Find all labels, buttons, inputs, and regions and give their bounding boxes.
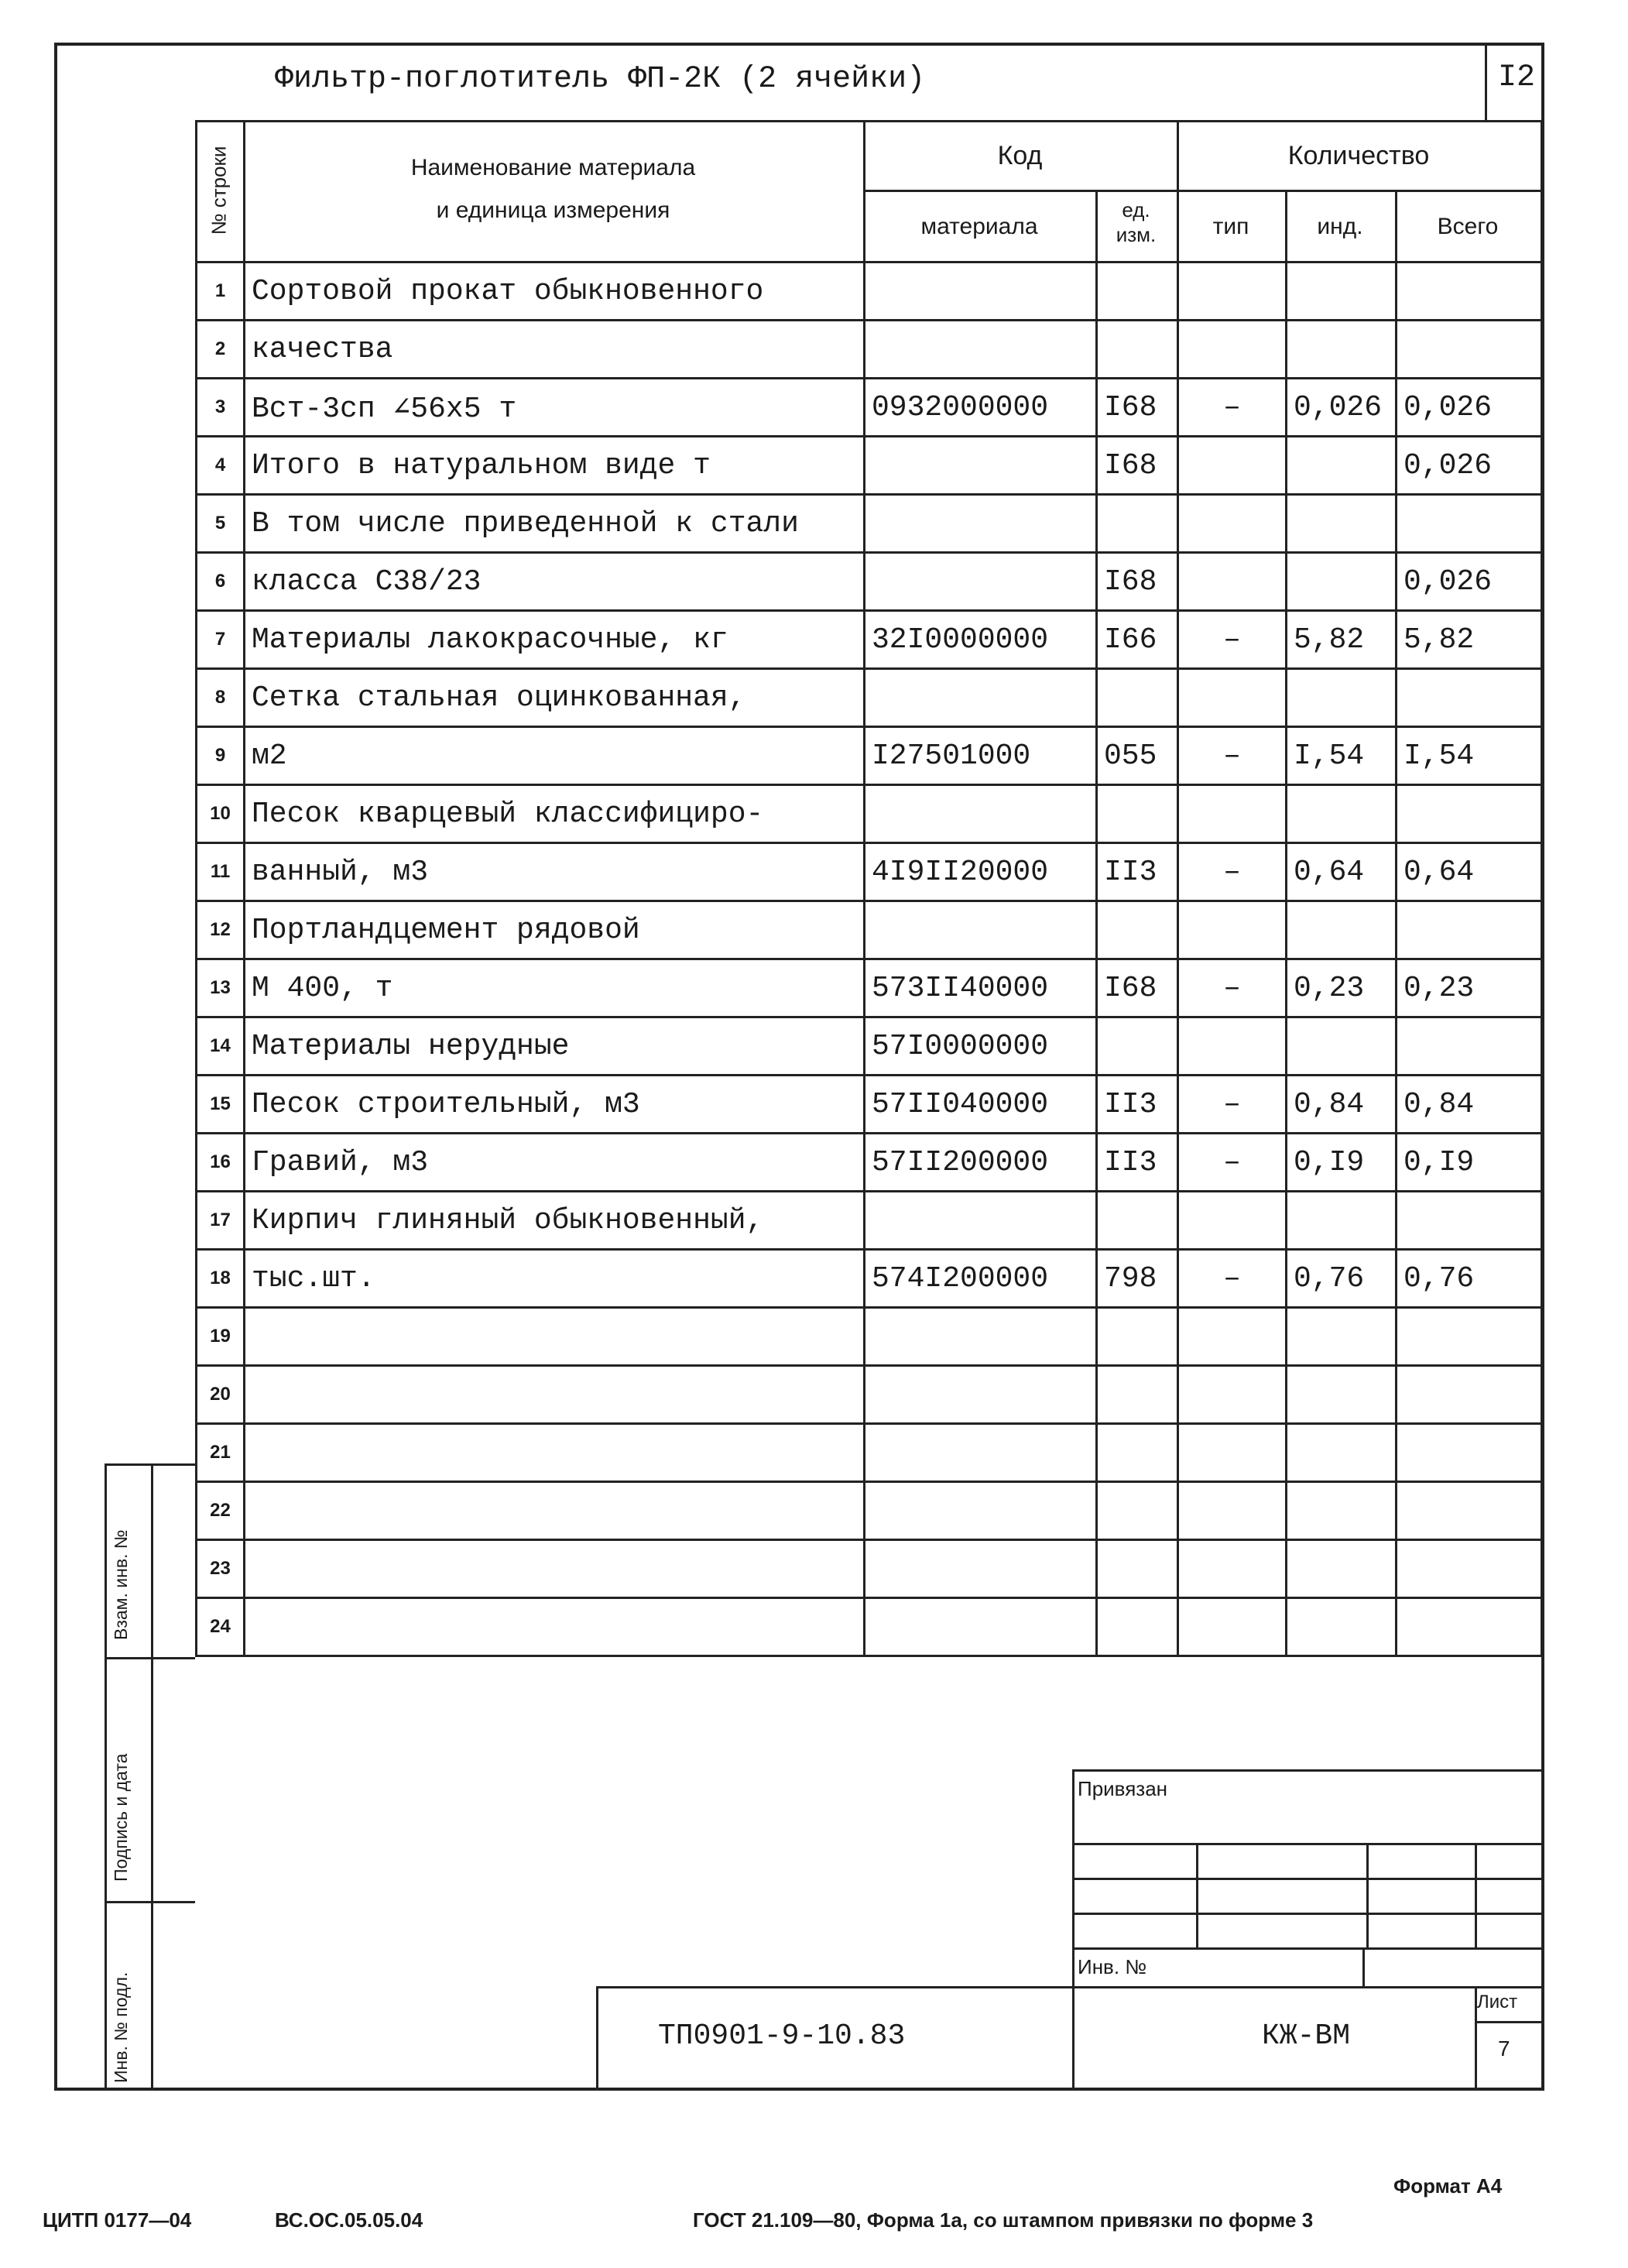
- material-name-cell: ванный, м3: [245, 843, 865, 901]
- table-row: [197, 553, 1542, 611]
- material-name-cell: Кирпич глиняный обыкновенный,: [245, 1192, 865, 1250]
- side-podpis-label: Подпись и дата: [111, 1753, 131, 1882]
- qty-ind-cell: [1287, 1366, 1397, 1424]
- header-mid-border: [863, 190, 1542, 192]
- table-row: [197, 1598, 1542, 1656]
- qty-ind-cell: [1287, 901, 1397, 959]
- material-code-cell: [865, 1540, 1097, 1598]
- qty-ind-cell: [1287, 669, 1397, 727]
- row-number-cell: 24: [197, 1598, 245, 1656]
- side-stamp-top-line: [105, 1463, 195, 1466]
- material-code-cell: [865, 1366, 1097, 1424]
- qty-total-cell: [1397, 1424, 1542, 1482]
- material-code-cell: [865, 1192, 1097, 1250]
- unit-code-cell: 055: [1097, 727, 1178, 785]
- qty-type-cell: –: [1178, 959, 1287, 1017]
- table-row: [197, 1308, 1542, 1366]
- material-name-cell: качества: [245, 321, 865, 379]
- qty-total-cell: [1397, 785, 1542, 843]
- qty-type-cell: [1178, 669, 1287, 727]
- unit-code-cell: [1097, 1424, 1178, 1482]
- material-code-cell: [865, 321, 1097, 379]
- qty-type-cell: [1178, 553, 1287, 611]
- qty-type-cell: [1178, 1366, 1287, 1424]
- qty-total-header: Всего: [1437, 214, 1499, 239]
- qty-ind-cell: [1287, 262, 1397, 321]
- code-group-header: Код: [997, 141, 1043, 170]
- unit-code-cell: [1097, 669, 1178, 727]
- material-name-cell: Гравий, м3: [245, 1134, 865, 1192]
- qty-total-cell: [1397, 1540, 1542, 1598]
- material-code-cell: [865, 262, 1097, 321]
- material-name-cell: М 400, т: [245, 959, 865, 1017]
- material-name-cell: Песок строительный, м3: [245, 1076, 865, 1134]
- side-stamp-mid-line: [151, 1463, 153, 2091]
- qty-total-cell: [1397, 1017, 1542, 1076]
- unit-code-cell: I68: [1097, 959, 1178, 1017]
- sheet-number: I2: [1498, 60, 1536, 95]
- stamp-line-4: [1072, 1947, 1542, 1950]
- material-code-cell: [865, 1308, 1097, 1366]
- row-number-cell: 7: [197, 611, 245, 669]
- material-code-cell: 573II40000: [865, 959, 1097, 1017]
- qty-type-cell: [1178, 1308, 1287, 1366]
- table-row: [197, 1017, 1542, 1076]
- footer-left-2: ВС.ОС.05.05.04: [275, 2208, 423, 2232]
- material-code-cell: 0932000000: [865, 379, 1097, 437]
- row-number-cell: 4: [197, 437, 245, 495]
- titleblock-mark: КЖ-ВМ: [1262, 2019, 1351, 2053]
- titleblock-list-label: Лист: [1477, 1992, 1518, 2012]
- unit-code-cell: II3: [1097, 1076, 1178, 1134]
- qty-type-cell: [1178, 901, 1287, 959]
- materials-table: [195, 261, 1543, 1657]
- unit-code-cell: II3: [1097, 843, 1178, 901]
- table-row: [197, 1540, 1542, 1598]
- table-row: [197, 669, 1542, 727]
- qty-type-cell: [1178, 1017, 1287, 1076]
- unit-code-cell: [1097, 1482, 1178, 1540]
- titleblock-doc-code: ТП0901-9-10.83: [658, 2019, 906, 2053]
- row-number-cell: 8: [197, 669, 245, 727]
- table-row: [197, 1250, 1542, 1308]
- material-name-cell: Песок кварцевый классифициро-: [245, 785, 865, 843]
- qty-ind-cell: [1287, 437, 1397, 495]
- material-code-cell: 4I9II20000: [865, 843, 1097, 901]
- qty-total-cell: 0,23: [1397, 959, 1542, 1017]
- qty-group-header: Количество: [1287, 141, 1430, 170]
- qty-ind-cell: [1287, 553, 1397, 611]
- row-number-cell: 5: [197, 495, 245, 553]
- material-name-cell: [245, 1540, 865, 1598]
- qty-total-cell: [1397, 1482, 1542, 1540]
- side-vzam-label: Взам. инв. №: [111, 1529, 131, 1640]
- row-number-cell: 9: [197, 727, 245, 785]
- unit-code-cell: [1097, 1192, 1178, 1250]
- qty-type-cell: [1178, 262, 1287, 321]
- code-unit-header-line1: ед.: [1122, 198, 1150, 221]
- table-row: [197, 727, 1542, 785]
- material-code-cell: [865, 437, 1097, 495]
- unit-code-cell: [1097, 1540, 1178, 1598]
- qty-ind-cell: [1287, 1540, 1397, 1598]
- table-row: [197, 321, 1542, 379]
- table-row: [197, 843, 1542, 901]
- table-row: [197, 495, 1542, 553]
- material-code-cell: [865, 669, 1097, 727]
- qty-ind-cell: 0,23: [1287, 959, 1397, 1017]
- footer-format: Формат А4: [1393, 2174, 1503, 2198]
- qty-total-cell: 0,I9: [1397, 1134, 1542, 1192]
- row-number-cell: 2: [197, 321, 245, 379]
- qty-type-cell: –: [1178, 379, 1287, 437]
- material-code-cell: I27501000: [865, 727, 1097, 785]
- qty-total-cell: 0,64: [1397, 843, 1542, 901]
- qty-total-cell: 0,026: [1397, 437, 1542, 495]
- qty-type-cell: –: [1178, 1250, 1287, 1308]
- code-unit-header-line2: изм.: [1116, 223, 1157, 246]
- qty-type-cell: [1178, 1540, 1287, 1598]
- table-row: [197, 785, 1542, 843]
- qty-ind-cell: 5,82: [1287, 611, 1397, 669]
- name-header-line2: и единица измерения: [436, 197, 670, 223]
- material-name-cell: [245, 1482, 865, 1540]
- qty-type-cell: [1178, 1482, 1287, 1540]
- table-row: [197, 959, 1542, 1017]
- qty-ind-cell: 0,026: [1287, 379, 1397, 437]
- stamp-inv-divider: [1362, 1947, 1365, 1986]
- footer-right: ГОСТ 21.109—80, Форма 1а, со штампом привязки по форме 3: [693, 2208, 1314, 2232]
- stamp-inv-label: Инв. №: [1078, 1955, 1147, 1978]
- qty-total-cell: [1397, 1192, 1542, 1250]
- row-number-cell: 23: [197, 1540, 245, 1598]
- material-name-cell: [245, 1598, 865, 1656]
- material-name-cell: Сортовой прокат обыкновенного: [245, 262, 865, 321]
- qty-ind-cell: 0,84: [1287, 1076, 1397, 1134]
- unit-code-cell: [1097, 262, 1178, 321]
- material-name-cell: Материалы лакокрасочные, кг: [245, 611, 865, 669]
- unit-code-cell: [1097, 1598, 1178, 1656]
- material-code-cell: [865, 1598, 1097, 1656]
- material-code-cell: 57II040000: [865, 1076, 1097, 1134]
- row-number-cell: 19: [197, 1308, 245, 1366]
- unit-code-cell: I66: [1097, 611, 1178, 669]
- table-row: [197, 262, 1542, 321]
- row-number-cell: 15: [197, 1076, 245, 1134]
- qty-total-cell: I,54: [1397, 727, 1542, 785]
- qty-type-cell: –: [1178, 1076, 1287, 1134]
- table-row: [197, 1366, 1542, 1424]
- row-number-cell: 20: [197, 1366, 245, 1424]
- qty-total-cell: 0,84: [1397, 1076, 1542, 1134]
- document-title: Фильтр-поглотитель ФП-2К (2 ячейки): [275, 62, 926, 97]
- qty-type-cell: [1178, 1192, 1287, 1250]
- row-number-cell: 1: [197, 262, 245, 321]
- stamp-line-3: [1072, 1913, 1542, 1915]
- titleblock-left-line: [596, 1986, 598, 2091]
- unit-code-cell: I68: [1097, 437, 1178, 495]
- material-name-cell: В том числе приведенной к стали: [245, 495, 865, 553]
- qty-type-cell: –: [1178, 611, 1287, 669]
- qty-type-header: тип: [1212, 214, 1249, 239]
- qty-total-cell: [1397, 321, 1542, 379]
- qty-total-cell: [1397, 1366, 1542, 1424]
- material-name-cell: Материалы нерудные: [245, 1017, 865, 1076]
- material-code-cell: [865, 1424, 1097, 1482]
- table-row: [197, 437, 1542, 495]
- qty-total-cell: 0,026: [1397, 379, 1542, 437]
- qty-type-cell: –: [1178, 1134, 1287, 1192]
- titleblock-list-line: [1475, 2021, 1542, 2023]
- qty-type-cell: –: [1178, 727, 1287, 785]
- qty-ind-header: инд.: [1317, 214, 1363, 239]
- qty-total-cell: 0,76: [1397, 1250, 1542, 1308]
- qty-type-cell: –: [1178, 843, 1287, 901]
- qty-type-cell: [1178, 437, 1287, 495]
- stamp-privyazan-label: Привязан: [1078, 1777, 1168, 1800]
- material-name-cell: м2: [245, 727, 865, 785]
- row-number-cell: 12: [197, 901, 245, 959]
- qty-total-cell: [1397, 901, 1542, 959]
- material-code-cell: 57II200000: [865, 1134, 1097, 1192]
- row-number-cell: 11: [197, 843, 245, 901]
- row-number-cell: 21: [197, 1424, 245, 1482]
- qty-ind-cell: [1287, 1482, 1397, 1540]
- unit-code-cell: II3: [1097, 1134, 1178, 1192]
- side-stamp-line-1: [105, 1657, 195, 1659]
- material-name-cell: Портландцемент рядовой: [245, 901, 865, 959]
- table-row: [197, 1482, 1542, 1540]
- qty-total-cell: [1397, 495, 1542, 553]
- row-number-cell: 10: [197, 785, 245, 843]
- qty-ind-cell: [1287, 1192, 1397, 1250]
- row-number-cell: 14: [197, 1017, 245, 1076]
- header-top-border: [195, 120, 1542, 122]
- qty-ind-cell: [1287, 785, 1397, 843]
- stamp-line-1: [1072, 1843, 1542, 1845]
- stamp-left-line: [1072, 1769, 1074, 2091]
- qty-ind-cell: 0,76: [1287, 1250, 1397, 1308]
- material-name-cell: Вст-3сп ∠56х5 т: [245, 379, 865, 437]
- qty-ind-cell: [1287, 321, 1397, 379]
- qty-ind-cell: [1287, 1424, 1397, 1482]
- table-row: [197, 901, 1542, 959]
- row-number-cell: 17: [197, 1192, 245, 1250]
- qty-total-cell: [1397, 1308, 1542, 1366]
- unit-code-cell: [1097, 785, 1178, 843]
- table-row: [197, 1192, 1542, 1250]
- unit-code-cell: I68: [1097, 379, 1178, 437]
- unit-code-cell: [1097, 901, 1178, 959]
- qty-ind-cell: 0,64: [1287, 843, 1397, 901]
- table-row: [197, 1076, 1542, 1134]
- side-stamp-line-2: [105, 1901, 195, 1903]
- material-name-cell: [245, 1308, 865, 1366]
- qty-type-cell: [1178, 1598, 1287, 1656]
- row-number-cell: 13: [197, 959, 245, 1017]
- material-name-cell: тыс.шт.: [245, 1250, 865, 1308]
- qty-type-cell: [1178, 785, 1287, 843]
- stamp-col-2: [1366, 1843, 1369, 1947]
- side-stamp-left-line: [105, 1463, 107, 2091]
- unit-code-cell: 798: [1097, 1250, 1178, 1308]
- material-name-cell: [245, 1366, 865, 1424]
- qty-total-cell: 0,026: [1397, 553, 1542, 611]
- unit-code-cell: [1097, 321, 1178, 379]
- unit-code-cell: [1097, 1366, 1178, 1424]
- stamp-line-2: [1072, 1878, 1542, 1880]
- material-code-cell: 57I0000000: [865, 1017, 1097, 1076]
- table-row: [197, 1424, 1542, 1482]
- rownum-header: № строки: [207, 146, 231, 235]
- material-code-cell: 574I200000: [865, 1250, 1097, 1308]
- qty-ind-cell: I,54: [1287, 727, 1397, 785]
- qty-total-cell: [1397, 669, 1542, 727]
- sheet-number-divider: [1485, 43, 1487, 120]
- qty-ind-cell: 0,I9: [1287, 1134, 1397, 1192]
- material-name-cell: класса С38/23: [245, 553, 865, 611]
- qty-ind-cell: [1287, 1017, 1397, 1076]
- row-number-cell: 3: [197, 379, 245, 437]
- stamp-col-1: [1196, 1843, 1198, 1947]
- row-number-cell: 22: [197, 1482, 245, 1540]
- qty-ind-cell: [1287, 495, 1397, 553]
- material-code-cell: [865, 553, 1097, 611]
- titleblock-top-line: [596, 1986, 1542, 1988]
- unit-code-cell: [1097, 1308, 1178, 1366]
- qty-ind-cell: [1287, 1598, 1397, 1656]
- name-header-line1: Наименование материала: [410, 155, 696, 180]
- stamp-top-line: [1072, 1769, 1542, 1772]
- row-number-cell: 18: [197, 1250, 245, 1308]
- qty-type-cell: [1178, 1424, 1287, 1482]
- unit-code-cell: [1097, 1017, 1178, 1076]
- stamp-col-3: [1475, 1843, 1477, 1947]
- qty-type-cell: [1178, 495, 1287, 553]
- material-name-cell: Итого в натуральном виде т: [245, 437, 865, 495]
- material-code-cell: [865, 1482, 1097, 1540]
- table-row: [197, 1134, 1542, 1192]
- unit-code-cell: [1097, 495, 1178, 553]
- table-row: [197, 379, 1542, 437]
- material-code-cell: [865, 785, 1097, 843]
- material-code-cell: 32I0000000: [865, 611, 1097, 669]
- unit-code-cell: I68: [1097, 553, 1178, 611]
- row-number-cell: 16: [197, 1134, 245, 1192]
- code-material-header: материала: [920, 214, 1038, 239]
- titleblock-list-value: 7: [1498, 2036, 1510, 2060]
- qty-total-cell: [1397, 262, 1542, 321]
- qty-ind-cell: [1287, 1308, 1397, 1366]
- material-code-cell: [865, 901, 1097, 959]
- qty-total-cell: [1397, 1598, 1542, 1656]
- table-row: [197, 611, 1542, 669]
- row-number-cell: 6: [197, 553, 245, 611]
- side-inv-podl-label: Инв. № подл.: [111, 1971, 131, 2083]
- material-code-cell: [865, 495, 1097, 553]
- qty-type-cell: [1178, 321, 1287, 379]
- material-name-cell: Сетка стальная оцинкованная,: [245, 669, 865, 727]
- material-name-cell: [245, 1424, 865, 1482]
- qty-total-cell: 5,82: [1397, 611, 1542, 669]
- header-divider-1: [243, 120, 245, 261]
- footer-left-1: ЦИТП 0177—04: [43, 2208, 192, 2232]
